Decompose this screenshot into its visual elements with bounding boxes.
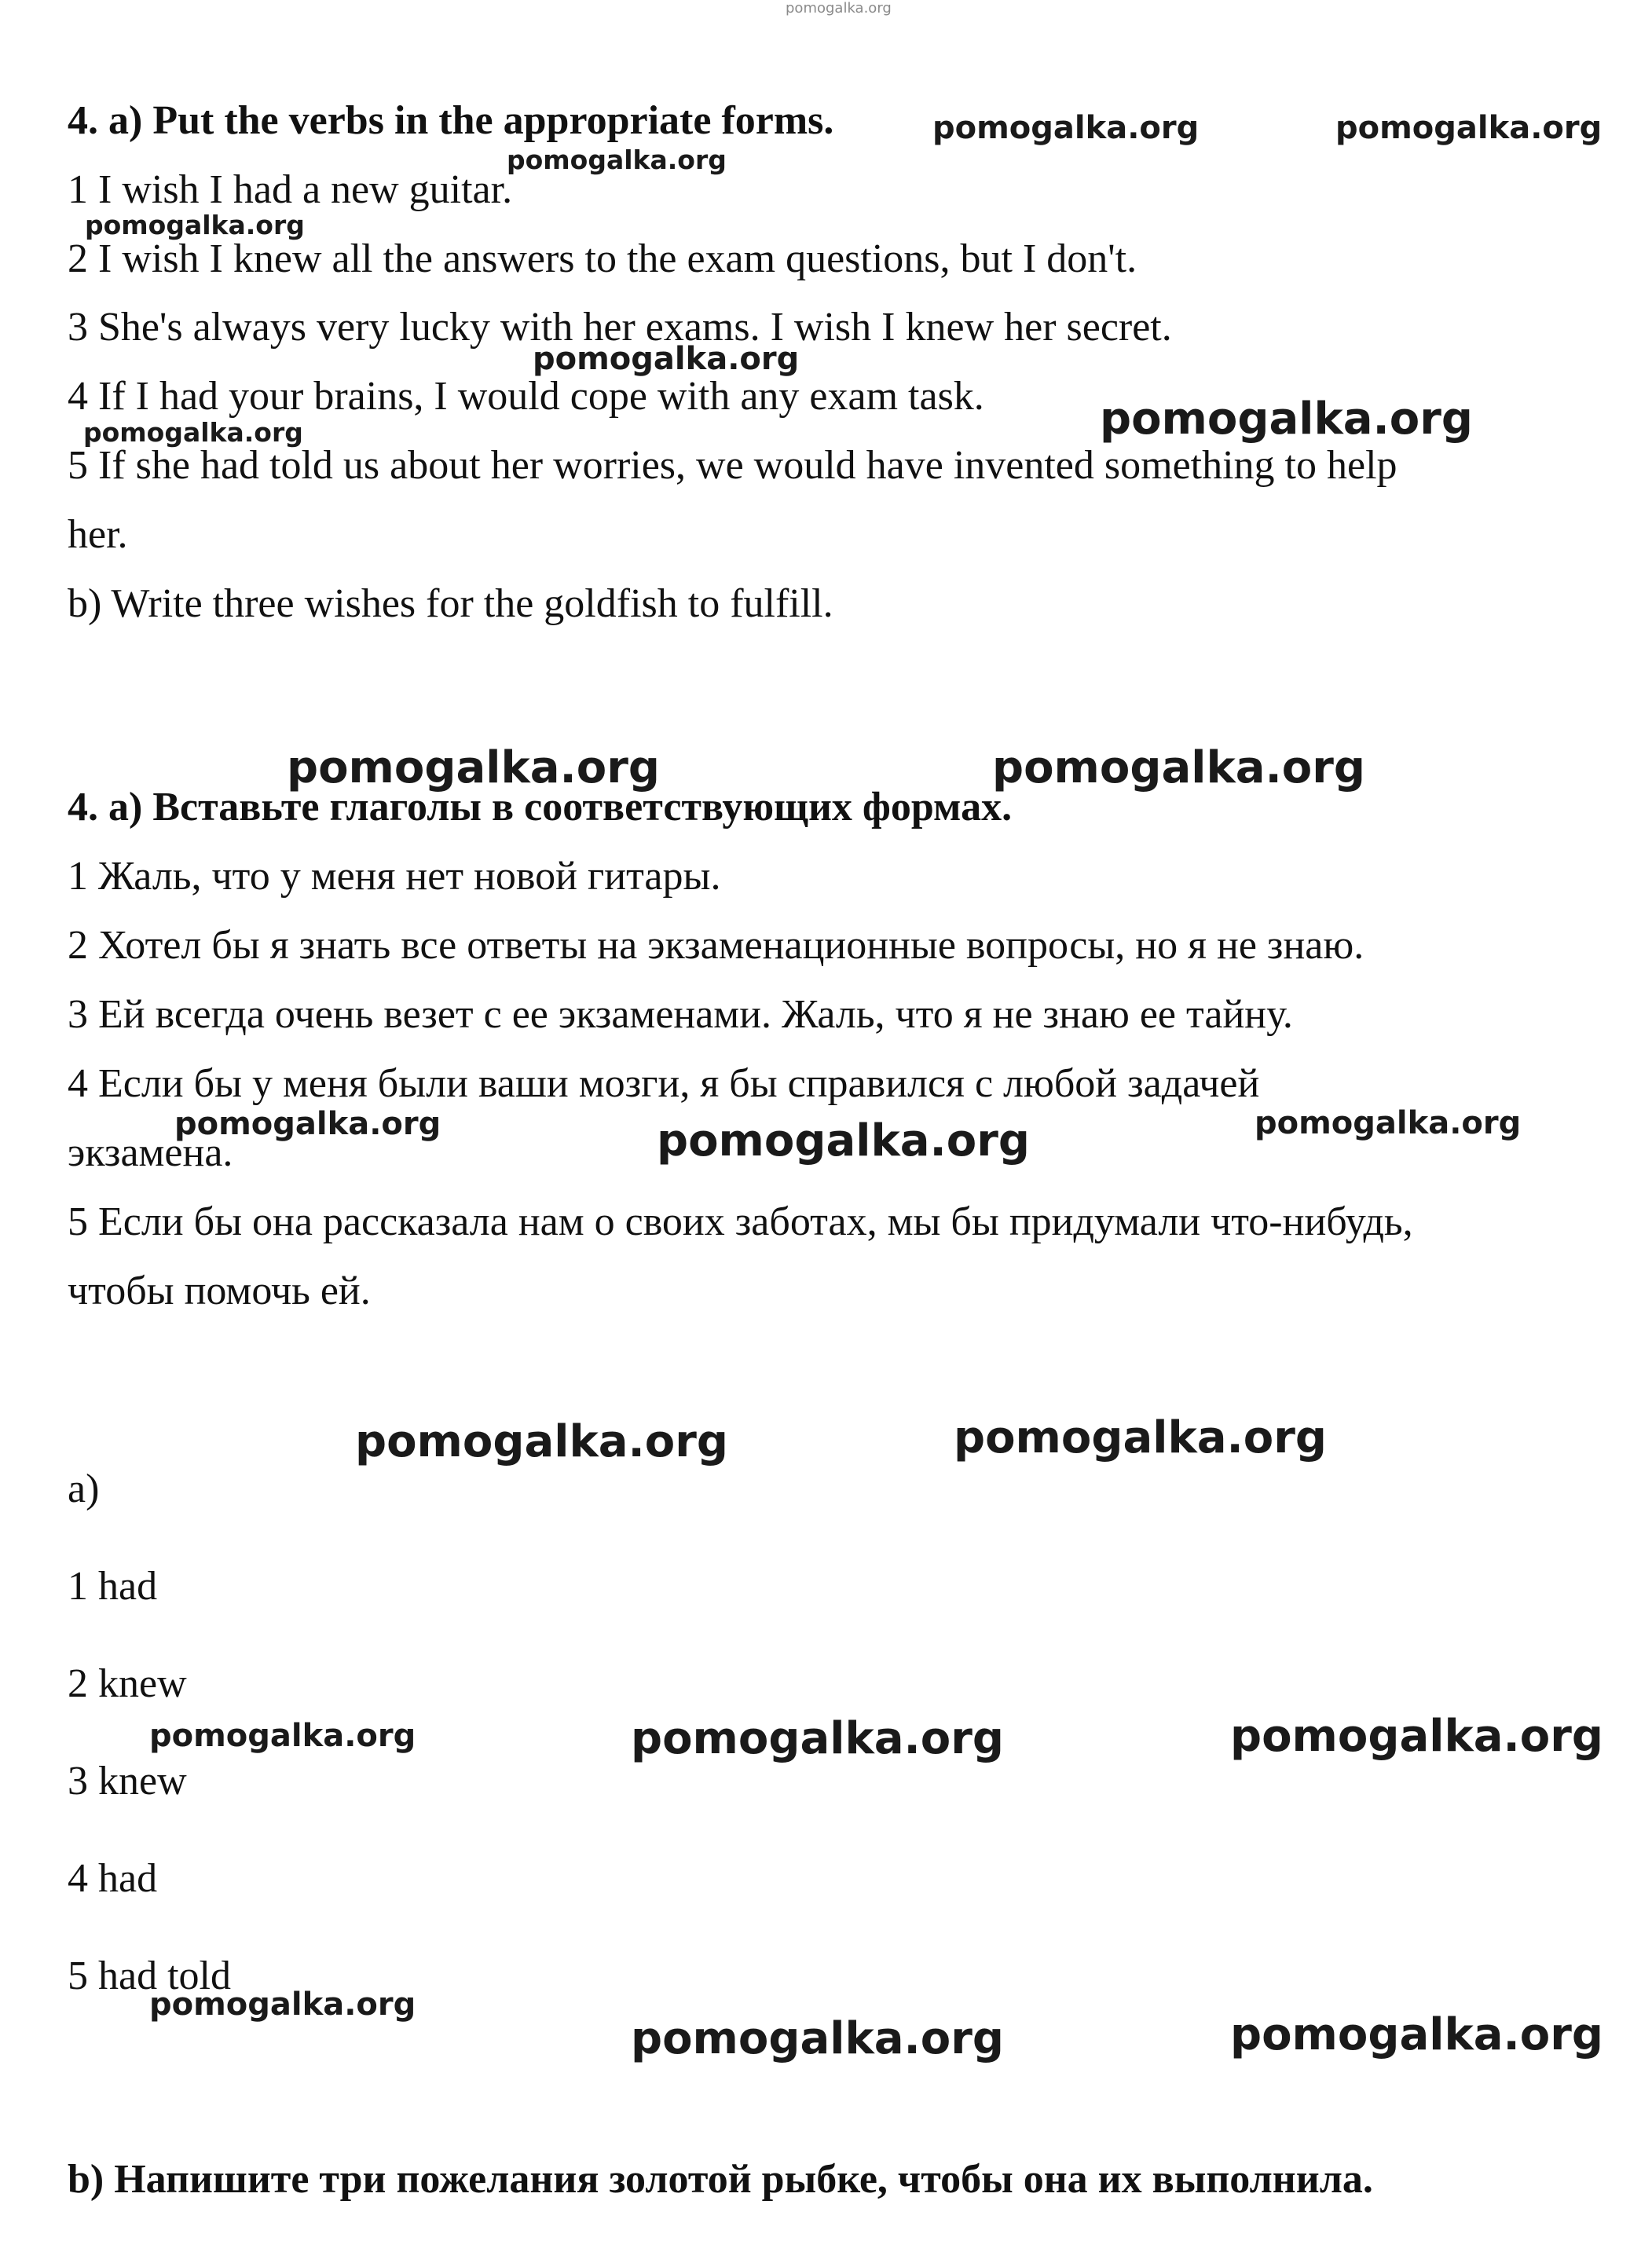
watermark: pomogalka.org	[992, 742, 1365, 793]
watermark: pomogalka.org	[1335, 110, 1603, 146]
english-item-5-cont: her.	[68, 512, 128, 557]
watermark: pomogalka.org	[149, 1718, 416, 1754]
watermark: pomogalka.org	[954, 1412, 1327, 1463]
answer-5: 5 had told	[68, 1954, 231, 1998]
english-part-b: b) Write three wishes for the goldfish to fulfill.	[68, 581, 833, 626]
watermark: pomogalka.org	[287, 742, 660, 793]
answer-1: 1 had	[68, 1564, 158, 1609]
english-item-5: 5 If she had told us about her worries, we would have invented something to help	[68, 443, 1397, 488]
russian-item-4: 4 Если бы у меня были ваши мозги, я бы справился с любой задачей	[68, 1061, 1260, 1106]
watermark: pomogalka.org	[1230, 1711, 1603, 1762]
watermark: pomogalka.org	[657, 1115, 1030, 1166]
watermark: pomogalka.org	[786, 0, 892, 16]
part-b-russian: b) Напишите три пожелания золотой рыбке, чтобы она их выполнила.	[68, 2157, 1373, 2202]
russian-heading: 4. а) Вставьте глаголы в соответствующих формах.	[68, 785, 1013, 829]
russian-item-2: 2 Хотел бы я знать все ответы на экзаменационные вопросы, но я не знаю.	[68, 923, 1364, 968]
watermark: pomogalka.org	[1100, 394, 1473, 445]
answer-3: 3 knew	[68, 1759, 187, 1803]
answer-2: 2 knew	[68, 1661, 187, 1706]
russian-item-4-cont: экзамена.	[68, 1130, 233, 1175]
watermark: pomogalka.org	[149, 1987, 416, 2023]
watermark: pomogalka.org	[507, 145, 727, 175]
russian-item-5-cont: чтобы помочь ей.	[68, 1269, 371, 1313]
watermark: pomogalka.org	[631, 1713, 1004, 1764]
watermark: pomogalka.org	[174, 1106, 441, 1142]
answers-label: a)	[68, 1467, 100, 1511]
watermark: pomogalka.org	[631, 2013, 1004, 2064]
watermark: pomogalka.org	[932, 110, 1200, 146]
watermark: pomogalka.org	[533, 341, 800, 377]
english-item-3: 3 She's always very lucky with her exams. I wish I knew her secret.	[68, 305, 1172, 350]
english-item-2: 2 I wish I knew all the answers to the exam questions, but I don't.	[68, 236, 1137, 281]
english-item-4: 4 If I had your brains, I would cope with any exam task.	[68, 374, 984, 419]
watermark: pomogalka.org	[355, 1416, 728, 1467]
answer-4: 4 had	[68, 1856, 158, 1901]
russian-item-1: 1 Жаль, что у меня нет новой гитары.	[68, 854, 721, 899]
russian-item-3: 3 Ей всегда очень везет с ее экзаменами. Жаль, что я не знаю ее тайну.	[68, 992, 1293, 1037]
watermark: pomogalka.org	[1255, 1105, 1522, 1141]
watermark: pomogalka.org	[83, 417, 303, 448]
watermark: pomogalka.org	[1230, 2009, 1603, 2060]
watermark: pomogalka.org	[85, 210, 305, 240]
english-heading: 4. a) Put the verbs in the appropriate forms.	[68, 98, 834, 143]
russian-item-5: 5 Если бы она рассказала нам о своих заботах, мы бы придумали что-нибудь,	[68, 1199, 1413, 1244]
english-item-1: 1 I wish I had a new guitar.	[68, 167, 513, 212]
